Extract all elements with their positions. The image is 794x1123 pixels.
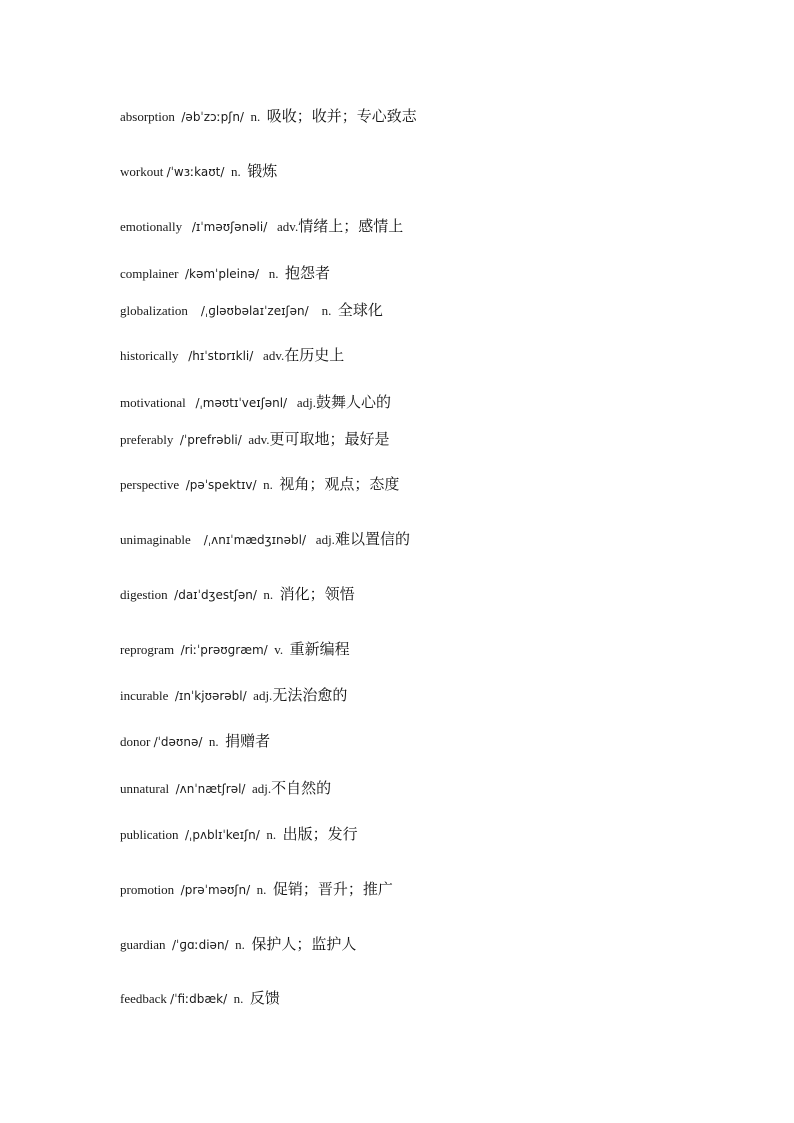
- vocab-part-of-speech: n.: [235, 937, 245, 952]
- vocab-part-of-speech: n.: [266, 827, 277, 842]
- vocab-word: unimaginable: [120, 532, 191, 547]
- vocab-meaning: 抱怨者: [285, 264, 331, 282]
- vocab-part-of-speech: n.: [250, 109, 261, 124]
- vocab-phonetic: /riːˈprəʊɡræm/: [180, 643, 268, 657]
- vocab-phonetic: /ˌpʌblɪˈkeɪʃn/: [185, 828, 260, 842]
- vocab-word: incurable: [120, 688, 169, 703]
- vocab-phonetic: /əbˈzɔːpʃn/: [181, 110, 244, 124]
- vocab-meaning: 吸收；收并；专心致志: [266, 107, 417, 125]
- spacer: [182, 219, 192, 234]
- vocab-phonetic: /ʌnˈnætʃrəl/: [175, 782, 246, 796]
- vocab-meaning: 保护人；监护人: [251, 935, 357, 953]
- vocab-meaning: 难以置信的: [334, 530, 410, 548]
- vocab-entry: [120, 779, 331, 798]
- vocab-word: workout: [120, 164, 164, 179]
- vocab-entry: [120, 301, 383, 320]
- vocab-part-of-speech: adj.: [251, 781, 272, 796]
- spacer: [309, 303, 322, 318]
- vocab-part-of-speech: n.: [263, 587, 274, 602]
- vocab-phonetic: /ɪˈməʊʃənəli/: [191, 220, 268, 234]
- vocab-phonetic: /hɪˈstɒrɪkli/: [188, 349, 254, 363]
- spacer: [191, 532, 204, 547]
- spacer: [287, 395, 297, 410]
- vocab-phonetic: /ˌməʊtɪˈveɪʃənl/: [195, 396, 288, 410]
- vocab-phonetic: /ɪnˈkjʊərəbl/: [174, 689, 247, 703]
- vocab-phonetic: /ˈwɜːkaʊt/: [166, 165, 225, 179]
- vocab-part-of-speech: n.: [256, 882, 267, 897]
- spacer: [259, 266, 269, 281]
- vocab-meaning: 鼓舞人心的: [316, 393, 392, 411]
- vocab-phonetic: /pəˈspektɪv/: [185, 478, 257, 492]
- spacer: [186, 395, 196, 410]
- vocab-meaning: 出版；发行: [282, 825, 358, 843]
- vocab-phonetic: /daɪˈdʒestʃən/: [174, 588, 257, 602]
- vocab-phonetic: /prəˈməʊʃn/: [180, 883, 251, 897]
- vocab-meaning: 更可取地；最好是: [269, 430, 390, 448]
- vocab-entry: [120, 217, 403, 236]
- vocab-part-of-speech: adv.: [277, 219, 299, 234]
- vocab-entry: [120, 162, 277, 181]
- vocab-word: reprogram: [120, 642, 175, 657]
- vocab-part-of-speech: adj.: [253, 688, 273, 703]
- vocab-entry: [120, 585, 355, 604]
- vocab-meaning: 无法治愈的: [272, 686, 348, 704]
- vocab-word: historically: [120, 348, 179, 363]
- vocab-entry: [120, 393, 391, 412]
- vocab-meaning: 不自然的: [271, 779, 332, 797]
- vocab-entry: [120, 530, 410, 549]
- vocab-entry: [120, 935, 356, 954]
- vocab-phonetic: /ˈdəʊnə/: [153, 735, 203, 749]
- spacer: [253, 348, 263, 363]
- vocab-part-of-speech: adv.: [263, 348, 285, 363]
- vocab-word: donor: [120, 734, 151, 749]
- vocab-entry: [120, 264, 330, 283]
- vocab-phonetic: /ˈɡɑːdiən/: [171, 938, 229, 952]
- vocab-meaning: 反馈: [249, 989, 280, 1007]
- spacer: [267, 219, 277, 234]
- vocab-word: complainer: [120, 266, 179, 281]
- vocab-meaning: 消化；领悟: [279, 585, 355, 603]
- vocab-entry: [120, 825, 358, 844]
- vocab-entry: [120, 732, 270, 751]
- vocab-part-of-speech: n.: [208, 734, 219, 749]
- spacer: [306, 532, 316, 547]
- vocab-part-of-speech: n.: [263, 477, 273, 492]
- vocab-part-of-speech: n.: [230, 164, 241, 179]
- vocab-word: motivational: [120, 395, 186, 410]
- vocab-word: promotion: [120, 882, 175, 897]
- vocab-word: publication: [120, 827, 179, 842]
- vocab-word: emotionally: [120, 219, 183, 234]
- vocab-part-of-speech: adj.: [296, 395, 316, 410]
- vocab-part-of-speech: n.: [268, 266, 279, 281]
- vocab-meaning: 促销；晋升；推广: [272, 880, 393, 898]
- vocab-part-of-speech: n.: [233, 991, 244, 1006]
- vocab-word: guardian: [120, 937, 166, 952]
- vocab-meaning: 在历史上: [284, 346, 345, 364]
- vocab-word: absorption: [120, 109, 175, 124]
- vocab-word: preferably: [120, 432, 174, 447]
- vocab-word: feedback: [120, 991, 167, 1006]
- vocab-entry: [120, 989, 280, 1008]
- vocab-meaning: 全球化: [337, 301, 383, 319]
- vocab-part-of-speech: adj.: [315, 532, 335, 547]
- vocab-meaning: 锻炼: [247, 162, 278, 180]
- vocab-phonetic: /ˈfiːdbæk/: [170, 992, 228, 1006]
- spacer: [188, 303, 201, 318]
- vocab-part-of-speech: v.: [274, 642, 284, 657]
- vocab-part-of-speech: n.: [321, 303, 332, 318]
- vocab-entry: [120, 346, 344, 365]
- vocab-phonetic: /ˌɡləʊbəlaɪˈzeɪʃən/: [200, 304, 309, 318]
- vocab-part-of-speech: adv.: [248, 432, 270, 447]
- vocab-meaning: 重新编程: [289, 640, 350, 658]
- vocab-phonetic: /ˈprefrəbli/: [179, 433, 242, 447]
- vocab-word: globalization: [120, 303, 188, 318]
- vocab-meaning: 情绪上；感情上: [298, 217, 404, 235]
- vocab-entry: [120, 880, 393, 899]
- vocab-meaning: 视角；观点；态度: [279, 475, 400, 493]
- vocab-entry: [120, 475, 399, 494]
- vocab-entry: [120, 430, 390, 449]
- vocab-entry: [120, 686, 347, 705]
- vocab-entry: [120, 640, 350, 659]
- vocab-phonetic: /kəmˈpleinə/: [184, 267, 260, 281]
- vocab-word: digestion: [120, 587, 168, 602]
- vocab-phonetic: /ˌʌnɪˈmædʒɪnəbl/: [203, 533, 307, 547]
- vocab-word: perspective: [120, 477, 180, 492]
- vocab-entry: [120, 107, 417, 126]
- spacer: [179, 348, 189, 363]
- vocab-meaning: 捐赠者: [225, 732, 271, 750]
- vocab-word: unnatural: [120, 781, 170, 796]
